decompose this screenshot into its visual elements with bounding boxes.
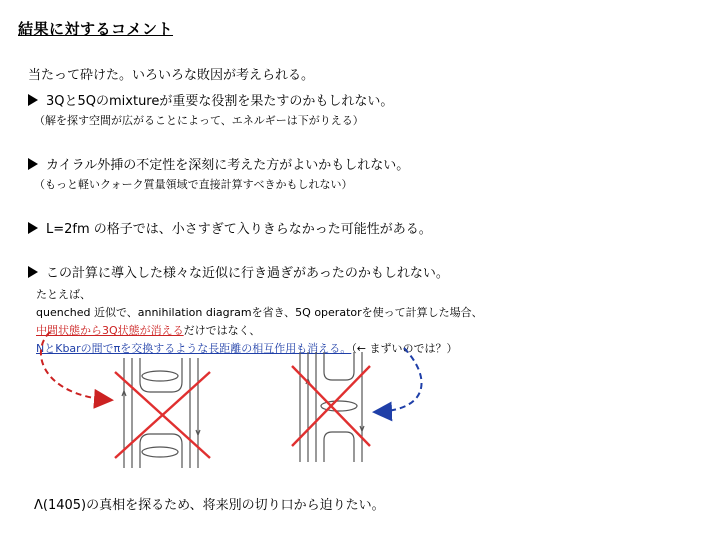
quark-loop-bottom	[324, 432, 354, 462]
intermediate-3q-text: 中間状態から3Q状態が消える	[36, 324, 184, 337]
detail-line-4-rest: （← まずいのでは？）	[351, 342, 458, 355]
gluon-loop	[142, 447, 178, 457]
detail-line-2: quenched 近似で、annihilation diagramを省き、5Q operatorを使って計算した場合、	[36, 306, 483, 319]
conclusion-text: Λ(1405)の真相を探るため、将来別の切り口から迫りたい。	[34, 498, 385, 513]
cross-mark-right	[292, 366, 370, 446]
bullet-2-sub: （もっと軽いクォーク質量領域で直接計算すべきかもしれない）	[34, 178, 353, 191]
blue-dashed-arrow	[376, 348, 422, 412]
bullet-4-text: この計算に導入した様々な近似に行き過ぎがあったのかもしれない。	[46, 266, 449, 281]
bullet-2-text: カイラル外挿の不定性を深刻に考えた方がよいかもしれない。	[46, 158, 410, 173]
quark-loop-top	[324, 352, 354, 380]
quark-loop-top	[140, 358, 182, 392]
bullet-1-sub: （解を探す空間が広がることによって、エネルギーは下がりえる）	[34, 114, 364, 127]
gluon-loop	[142, 371, 178, 381]
detail-line-1: たとえば、	[36, 288, 91, 301]
intro-text: 当たって砕けた。いろいろな敗因が考えられる。	[28, 68, 315, 83]
cross-mark-left	[115, 372, 210, 458]
quark-loop-bottom	[140, 434, 182, 468]
detail-line-3-rest: だけではなく、	[183, 324, 261, 337]
red-dashed-arrow	[41, 332, 110, 400]
pion-exchange-text: NとKbarの間でπを交換するような長距離の相互作用も消える。	[36, 342, 352, 355]
page-title: 結果に対するコメント	[18, 20, 174, 38]
bullet-3-text: L=2fm の格子では、小さすぎて入りきらなかった可能性がある。	[46, 222, 432, 237]
bullet-1-text: 3Qと5Qのmixtureが重要な役割を果たすのかもしれない。	[46, 94, 394, 109]
